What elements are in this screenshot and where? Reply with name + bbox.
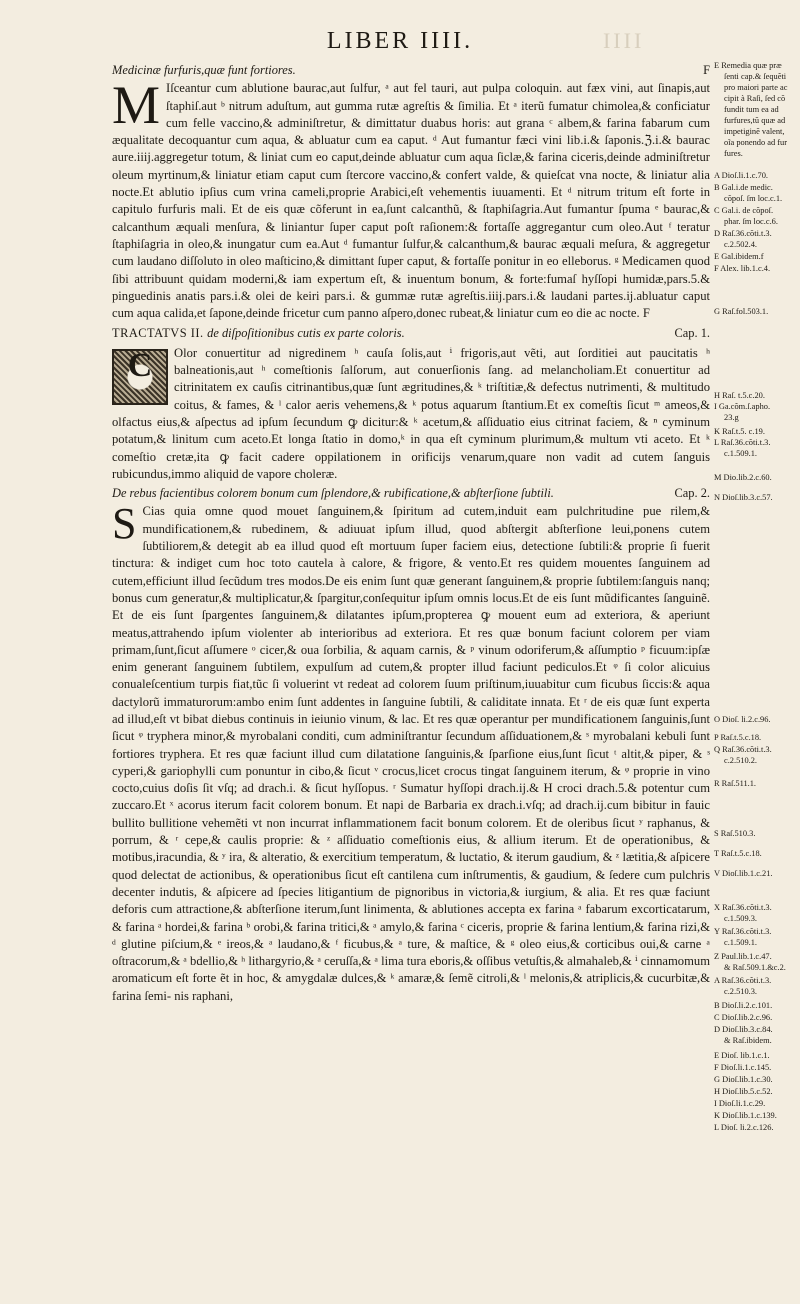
margin-note: B Dioſ.li.2.c.101.: [714, 1001, 773, 1010]
drop-capital: S: [112, 499, 137, 549]
margin-note: R Raſ.511.1.: [714, 779, 757, 788]
margin-note: ſenti cap.& ſequẽti: [724, 72, 787, 81]
section-heading-text: Medicinæ furfuris,quæ funt fortiores.: [112, 63, 296, 77]
margin-note: E Gal.ibidem.f: [714, 252, 764, 261]
paragraph-text: Iſceantur cum ablutione baurac,aut ſulfur, ᵃ aut fel tauri, aut pulpa coloquin. aut fæx vini, aut ſinapis,aut ſtaphiſ.aut ᵇ nitrum aduſtum, aut gumma rutæ agreſtis & ſimilia. Et ᵃ iterũ fumatur chimolea,& conficiatur cum felle vaccino,& adminiſtretur, & dimittatur duabus horis: aut grana ᶜ albem,& farina fabarum cum æqualitate decoquantur cum aqua, & abluatur cum ea caput. ᵈ Aut fumantur fæci vini lib.i.& ſaponis.ℨ.i.& baurac aure.iiij.aggregetur totum, & liniat cum eo caput,deinde abluatur cum aqua ſiclæ,& farina ciceris,deinde adminiſtretur oleum myrtinum,& liniatur etiam caput cum ſtercore vaccino,& confert valde, & quieſcat vna nocte, & liniatur alia nocte.Et ablutio ipſius cum vrina cameli,proprie Arabici,eſt vehementis iuuamenti. Et ᵈ nitrum tritum eſt forte in capitulo furfuris mali. Et de eis quæ cõferunt in ea,ſunt calcanthũ, & ſtaphiſagria.Aut fumantur ſpuma ᵉ baurac,& calcanthum æquali menſura, & liniantur ſuper caput poſt raſionem:& fortaſſe aggregantur cum oleo.Aut ᶠ teratur ſtaphiſagria in oleo,& inungatur cum ea.Aut ᵈ fumantur ſulfur,& calcanthum,& baurac æquali meſura, & aggregetur cum laudano diſſoluto in oleo maſticino,& dimittant ſuper caput, & fortaſſe ponitur in eo elleborus. ᵍ Medicamen quod ſibi attribuunt quidam moderni,& iam expertum eſt, & inuentum bonum, & forte:fumaſ hyſſopi humidæ,pars.5.& pinguedinis anatis pars.i.& olei de keiri pars.i. & gummæ rutæ agreſtis.iiij.pars.i.& laudani partes.ij.abluatur caput cum aqua calida,et ſapone,deinde fricetur cum panno aſpero,donec rubeat,& liniatur cum eo die ac nocte.: [112, 81, 710, 321]
margin-note: pro maiori parte ac: [724, 83, 788, 92]
margin-note: cõpoſ. ſm loc.c.1.: [724, 194, 783, 203]
margin-note: S Raſ.510.3.: [714, 829, 756, 838]
section-heading-text: De rebus facientibus colorem bonum cum ſplendore,& rubificatione,& abſterſione ſubtili.: [112, 486, 554, 501]
margin-note: E Dioſ. lib.1.c.1.: [714, 1051, 770, 1060]
paragraph-text: Olor conuertitur ad nigredinem ʰ cauſa ſolis,aut ⁱ frigoris,aut vẽti, aut ſorditiei aut paucitatis ʰ balneationis,aut ʰ comeſtionis ſalſorum, aut conuerſionis ſang. ad melancholiam.Et conuertitur ad citrinitatem ex cauſis citrinantibus,quæ ſunt ægritudines,& ᵏ triſtitiæ,& defectus nutrimenti, & multitudo coitus, & fames, & ˡ calor aeris vehemens,& ᵏ potus aquarum ſtantium.Et ex comeſtis ſicut ᵐ ameos,& olfactus eius,& aſpectus ad ipſum ſecundum ꝙ dicitur:& ᵏ acetum,& aſſiduatio eius citrinat faciem, & ⁿ cyminum potatum,& linitum cum aceto.Et longa ſtatio in domo,ᵏ in qua eſt cyminum plurimum,& multum vti aceto. Et ᵏ comeſtio cretæ,ita ꝙ facit cadere oppilationem in orificijs venarum,quare non vadit ad cutem ſanguis rubicundus,immo aliquid de vapore choleræ.: [112, 345, 710, 481]
margin-note: H Raſ. t.5.c.20.: [714, 391, 765, 400]
margin-note: oĩa ponendo ad fur: [724, 138, 788, 147]
margin-note: T Raſ.t.5.c.18.: [714, 849, 762, 858]
margin-note: fures.: [724, 149, 743, 158]
bleed-through-text: IIII: [600, 28, 642, 53]
section-heading-furfur: [112, 62, 710, 79]
woodcut-initial: [112, 346, 168, 405]
margin-note: X Raſ.36.cõti.t.3.: [714, 903, 772, 912]
margin-note: M Dio.lib.2.c.60.: [714, 473, 772, 482]
margin-note: c.1.509.1.: [724, 938, 758, 947]
main-text-column: [112, 62, 710, 1005]
paragraph-furfur: [112, 75, 710, 322]
margin-note: I Dioſ.li.1.c.29.: [714, 1099, 766, 1108]
margin-note: K Dioſ.lib.1.c.139.: [714, 1111, 777, 1120]
section-heading-good-color: [112, 485, 710, 502]
paragraph-text: Cias quia omne quod mouet ſanguinem,& ſpiritum ad cutem,induit eam pulchritudine pue rilem,& mundificationem,& rubedinem, & adiuuat ipſum illud, quod abſtergit abſterſione leui,ponens cutem ſubtiliorem,& detegit ab ea illud quod eſt mortuum ſuper faciem eius, detectione ſubtili:& proprie ſi fuerit tinctura: & indiget cum hoc toto cautela à calore, & frigore, & vento.Et res quidem mouentes ſanguinem ad cutem,efficiunt illud ſecũdum tres modos.De eis enim ſunt quæ generant ſanguinem,& proprie ſubtilem:ſanguis nanq; bonus cum generatur,& multiplicatur,& ſpargitur,conſequitur ipſum omnis locus.Et de eis ſunt mũdificantes ſanguinẽ. Et de eis ſunt ſpargentes ſanguinem,& dilatantes ipſum,propterea ꝙ mouent eum ad exteriora, & aperiunt meatus,attrahendo ipſum violenter ab interioribus ad exteriora. Et res quæ bonum faciunt colorem per viam primam,ſunt,ſicut aſſumere ᵒ cicer,& oua ſorbilia, & aquam carnis, & ᵖ vinum odoriferum,& aſſumptio ᵖ ficuum:ipſæ enim generant ſanguinem ſubtilem, expulſum ad cutem,& propter illud faciunt pediculos.Et ᵠ ſi color alicuius conualeſcentium turpis fiat,tũc ſi voluerint vt redeat ad colorem ſuum priſtinum,iuuabitur cum ficubus ſiccis:& aqua dactylorũ immaturorum:ambo enim ſunt addentes in ſanguine ſubtili, & caliditate innata. Et ʳ de eis quæ ſunt experta ad illud,eſt vt bibat diebus continuis in ieiunio vinum, & lac. Et res quæ operantur per mundificationem ſanguinis,ſunt ſicut ᵠ tryphera minor,& myrobalani conditi, cum adminiſtrantur ſecundum aſſiduationem,& ˢ myrobalani kebuli ſunt fortiores tryphera. Et res quæ faciunt illud cum dilatatione ſanguinis,& ſparſione eius,ſunt ſicut ᵗ altit,& piper, & ˢ cyperi,& gariophylli cum ponuntur in cibo,& ſicut ᵛ crocus,licet crocus tingat ſanguinem iterum, & ᵠ proprie in vino cocto,cuius doſis ſit vſq; ad drach.i. & ſicut hyſſopus. ʳ Sumatur hyſſopi drach.ij.& H croci drach.5.& potentur cum zuccaro.Et ˣ acorus iterum facit colorem bonum. Et napi de Barbaria ex drach.i.vſq; ad drach.ij.cum bibitur in fauic bullito bullitione vehemẽti vt non incurrat inflammationem facit bonum colorem. Et de oleribus ſicut ʸ raphanus, & porrum, & ʳ cepe,& caulis proprie: & ᶻ aſſiduatio comeſtionis eius, & allium iterum. Et de operationibus, & motibus,iracundia, & ʸ ira, & alteratio, & exercitium temperatum, & luctatio, & iterum gaudium, & ᶻ lætitia,& aſpicere quod delectat de actionibus, & operationibus ſicut eſt cantilena cum inſtrumentis, & gaudium, & ſedere cum pulchris decenter indutis, & aſpicere ad ſpecies litigantium de pignoribus in victoria,& iurgium, & alia. Et res quæ faciunt deforis cum attractione,& abſterſione iterum,ſunt linimenta, & ablutiones accepta ex farina ᵃ fabarum excorticatarum, & farina ᵃ hordei,& farina ᵇ orobi,& farina tritici,& ᵃ amylo,& farina ᶜ ciceris, proprie & farina lentium,& farina rizi,& ᵈ glutine piſcium,& ᵉ ireos,& ᵃ laudano,& ᶠ ficubus,& ᵃ ture, & maſtice, & ᵍ oleo eius,& corticibus oui,& carne ᵃ oſtracorum,& ᵃ bdellio,& ʰ lithargyrio,& ᵃ ceruſſa,& ᵃ lima tura eboris,& oſſibus vetuſtis,& almahaleb,& ⁱ cinnamomum aromaticum eſt forte ẽt in hoc, & amygdalæ dulces,& ᵏ amaræ,& ſemẽ citroli,& ˡ melonis,& atriplicis,& cucurbitæ,& farina ſemi- nis raphani,: [112, 504, 710, 1003]
margin-note: C Dioſ.lib.2.c.96.: [714, 1013, 773, 1022]
margin-note: D Raſ.36.cõti.t.3.: [714, 229, 772, 238]
paragraph-good-color: [112, 499, 710, 1005]
margin-note: F Alex. lib.1.c.4.: [714, 264, 771, 273]
margin-note: C Gal.i. de cõpoſ.: [714, 206, 774, 215]
margin-note: c.2.510.2.: [724, 756, 758, 765]
margin-note: O Dioſ. li.2.c.96.: [714, 715, 771, 724]
margin-note: & Raſ.509.1.&c.2.: [724, 963, 786, 972]
marginal-letter: F: [703, 63, 710, 77]
margin-note: I Ga.cõm.ſ.apho.: [714, 402, 771, 411]
margin-note: cipit à Raſi, ſed cõ: [724, 94, 786, 103]
margin-note: Y Raſ.36.cõti.t.3.: [714, 927, 772, 936]
margin-note: F Dioſ.li.1.c.145.: [714, 1063, 772, 1072]
margin-note: & Raſ.ibidem.: [724, 1036, 772, 1045]
margin-note: Q Raſ.36.cõti.t.3.: [714, 745, 772, 754]
woodcut-letter: C: [127, 346, 153, 384]
margin-note: A Dioſ.li.1.c.70.: [714, 171, 768, 180]
margin-note: D Dioſ.lib.3.c.84.: [714, 1025, 773, 1034]
margin-note: P Raſ.t.5.c.18.: [714, 733, 762, 742]
margin-note: 23.g: [724, 413, 739, 422]
margin-note: V Dioſ.lib.1.c.21.: [714, 869, 773, 878]
margin-note: E Remedia quæ præ: [714, 61, 782, 70]
margin-note: L Dioſ. li.2.c.126.: [714, 1123, 774, 1132]
margin-note: fundit tum ea ad: [724, 105, 779, 114]
margin-note: furfures,tũ quæ ad: [724, 116, 786, 125]
tractatus-label: TRACTATVS II.: [112, 326, 204, 341]
margin-note: B Gal.i.de medic.: [714, 183, 773, 192]
margin-note: c.2.502.4.: [724, 240, 758, 249]
tractatus-heading: [112, 325, 710, 342]
margin-note: c.2.510.3.: [724, 987, 758, 996]
margin-note: H Dioſ.lib.5.c.52.: [714, 1087, 773, 1096]
page-header: LIBER IIII.: [326, 28, 474, 54]
drop-capital: M: [112, 75, 161, 136]
margin-note: G Dioſ.lib.1.c.30.: [714, 1075, 773, 1084]
margin-note: c.1.509.3.: [724, 914, 758, 923]
chapter-number: Cap. 1.: [674, 326, 710, 341]
chapter-number: Cap. 2.: [674, 486, 710, 501]
margin-note: Z Paul.lib.1.c.47.: [714, 952, 772, 961]
paragraph-color: [112, 345, 710, 483]
margin-note: phar. ſm loc.c.6.: [724, 217, 778, 226]
margin-note: K Raſ.t.5. c.19.: [714, 427, 765, 436]
marginal-letter: F: [642, 306, 650, 321]
margin-note: N Dioſ.lib.3.c.57.: [714, 493, 773, 502]
margin-note: impetiginẽ valent,: [724, 127, 785, 136]
margin-note: G Raſ.fol.503.1.: [714, 307, 769, 316]
margin-note: c.1.509.1.: [724, 449, 758, 458]
margin-note: A Raſ.36.cõti.t.3.: [714, 976, 772, 985]
tractatus-subtitle: de diſpoſitionibus cutis ex parte coloris.: [207, 326, 405, 341]
margin-note: L Raſ.36.cõti.t.3.: [714, 438, 771, 447]
